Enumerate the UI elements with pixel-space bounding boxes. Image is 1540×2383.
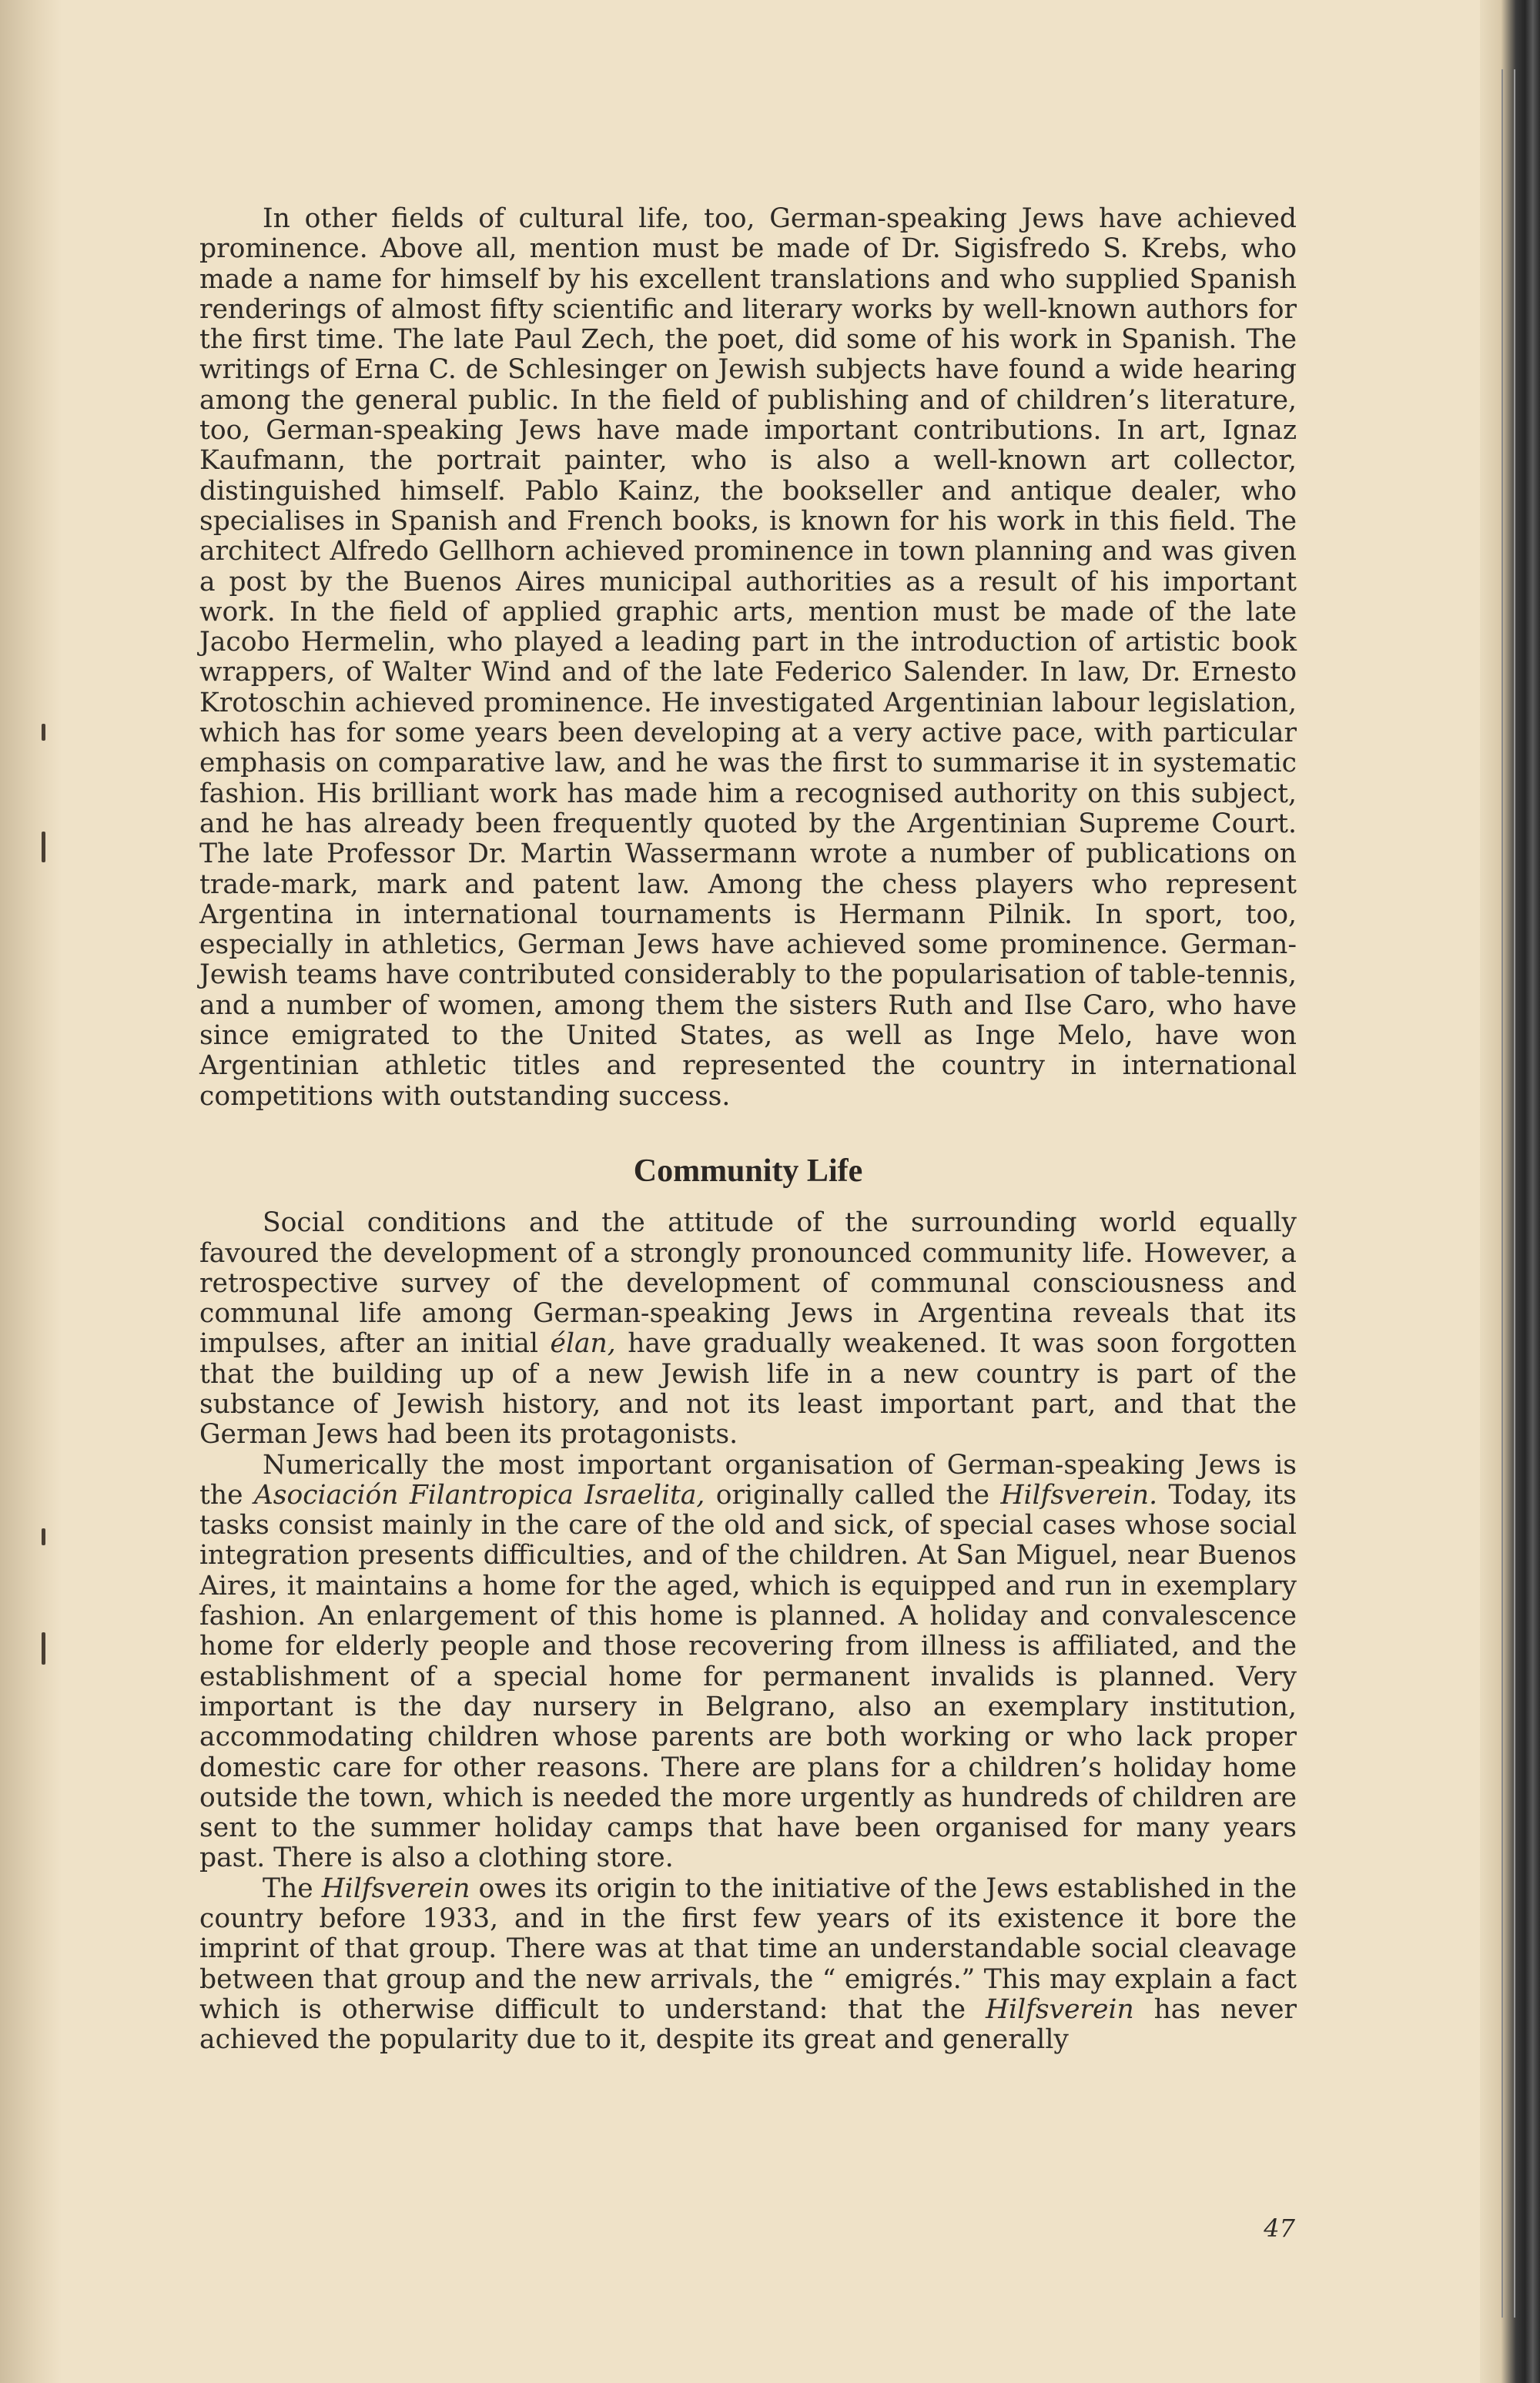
- section-heading: Community Life: [633, 1153, 863, 1189]
- paragraph-community-1: Social conditions and the attitude of the surrounding world equally favoured the development of a strongly pronounced community life. However, a retrospective survey of the development of communal consciousness and communal life among German-speaking Jews in Argentina reveals that its impulses, after an initial élan, have gradually weakened. It was soon forgotten that the building up of a new Jewish life in a new country is part of the substance of Jewish history, and not its least important part, and that the German Jews had been its protagonists.: [199, 1207, 1297, 1451]
- page-number: 47: [1264, 2214, 1295, 2243]
- page-stack-lines: [1502, 69, 1515, 2318]
- margin-mark: [42, 1528, 45, 1545]
- margin-mark: [42, 1632, 45, 1665]
- margin-mark: [42, 724, 45, 741]
- body-text: [199, 204, 1297, 2056]
- paragraph-community-2: Numerically the most important organisation of German-speaking Jews is the Asociación Filantropica Israelita, originally called the Hilfsverein. Today, its tasks consist mainly in the care of the old and sick, of special cases whose social integration presents difficulties, and of the children. At San Miguel, near Buenos Aires, it maintains a home for the aged, which is equipped and run in exemplary fashion. An enlargement of this home is planned. A holiday and convalescence home for elderly people and those recovering from illness is affiliated, and the establishment of a special home for permanent invalids is planned. Very important is the day nursery in Belgrano, also an exemplary institution, accommodating children whose parents are both working or who lack proper domestic care for other reasons. There are plans for a children’s holiday home outside the town, which is needed the more urgently as hundreds of children are sent to the summer holiday camps that have been organised for many years past. There is also a clothing store.: [199, 1449, 1297, 1874]
- page-gutter: [0, 0, 62, 2383]
- margin-mark: [42, 832, 45, 862]
- paragraph-cultural-life: In other fields of cultural life, too, German-speaking Jews have achieved prominence. Above all, mention must be made of Dr. Sigisfredo S. Krebs, who made a name for himself by his excellent translations and who supplied Spanish renderings of almost fifty scientific and literary works by well-known authors for the first time. The late Paul Zech, the poet, did some of his work in Spanish. The writings of Erna C. de Schlesinger on Jewish subjects have found a wide hearing among the general public. In the field of publishing and of children’s literature, too, German-speaking Jews have made important contributions. In art, Ignaz Kaufmann, the portrait painter, who is also a well-known art collector, distinguished himself. Pablo Kainz, the bookseller and antique dealer, who specialises in Spanish and French books, is known for his work in this field. The architect Alfredo Gellhorn achieved prominence in town planning and was given a post by the Buenos Aires municipal authorities as a result of his important work. In the field of applied graphic arts, mention must be made of the late Jacobo Hermelin, who played a leading part in the introduction of artistic book wrappers, of Walter Wind and of the late Federico Salender. In law, Dr. Ernesto Krotoschin achieved prominence. He investigated Argentinian labour legislation, which has for some years been developing at a very active pace, with particular emphasis on comparative law, and he was the first to summarise it in systematic fashion. His brilliant work has made him a recognised authority on this subject, and he has already been frequently quoted by the Argentinian Supreme Court. The late Professor Dr. Martin Wassermann wrote a number of publications on trade-mark, mark and patent law. Among the chess players who represent Argentina in international tournaments is Hermann Pilnik. In sport, too, especially in athletics, German Jews have achieved some prominence. German-Jewish teams have contributed considerably to the popularisation of table-tennis, and a number of women, among them the sisters Ruth and Ilse Caro, who have since emigrated to the United States, as well as Inge Melo, have won Argentinian athletic titles and represented the country in international competitions with outstanding success.: [199, 203, 1297, 1112]
- paragraph-community-3: The Hilfsverein owes its origin to the initiative of the Jews established in the country before 1933, and in the first few years of its existence it bore the imprint of that group. There was at that time an understandable social cleavage between that group and the new arrivals, the “ emigrés.” This may explain a fact which is otherwise difficult to understand: that the Hilfsverein has never achieved the popularity due to it, despite its great and generally: [199, 1873, 1297, 2056]
